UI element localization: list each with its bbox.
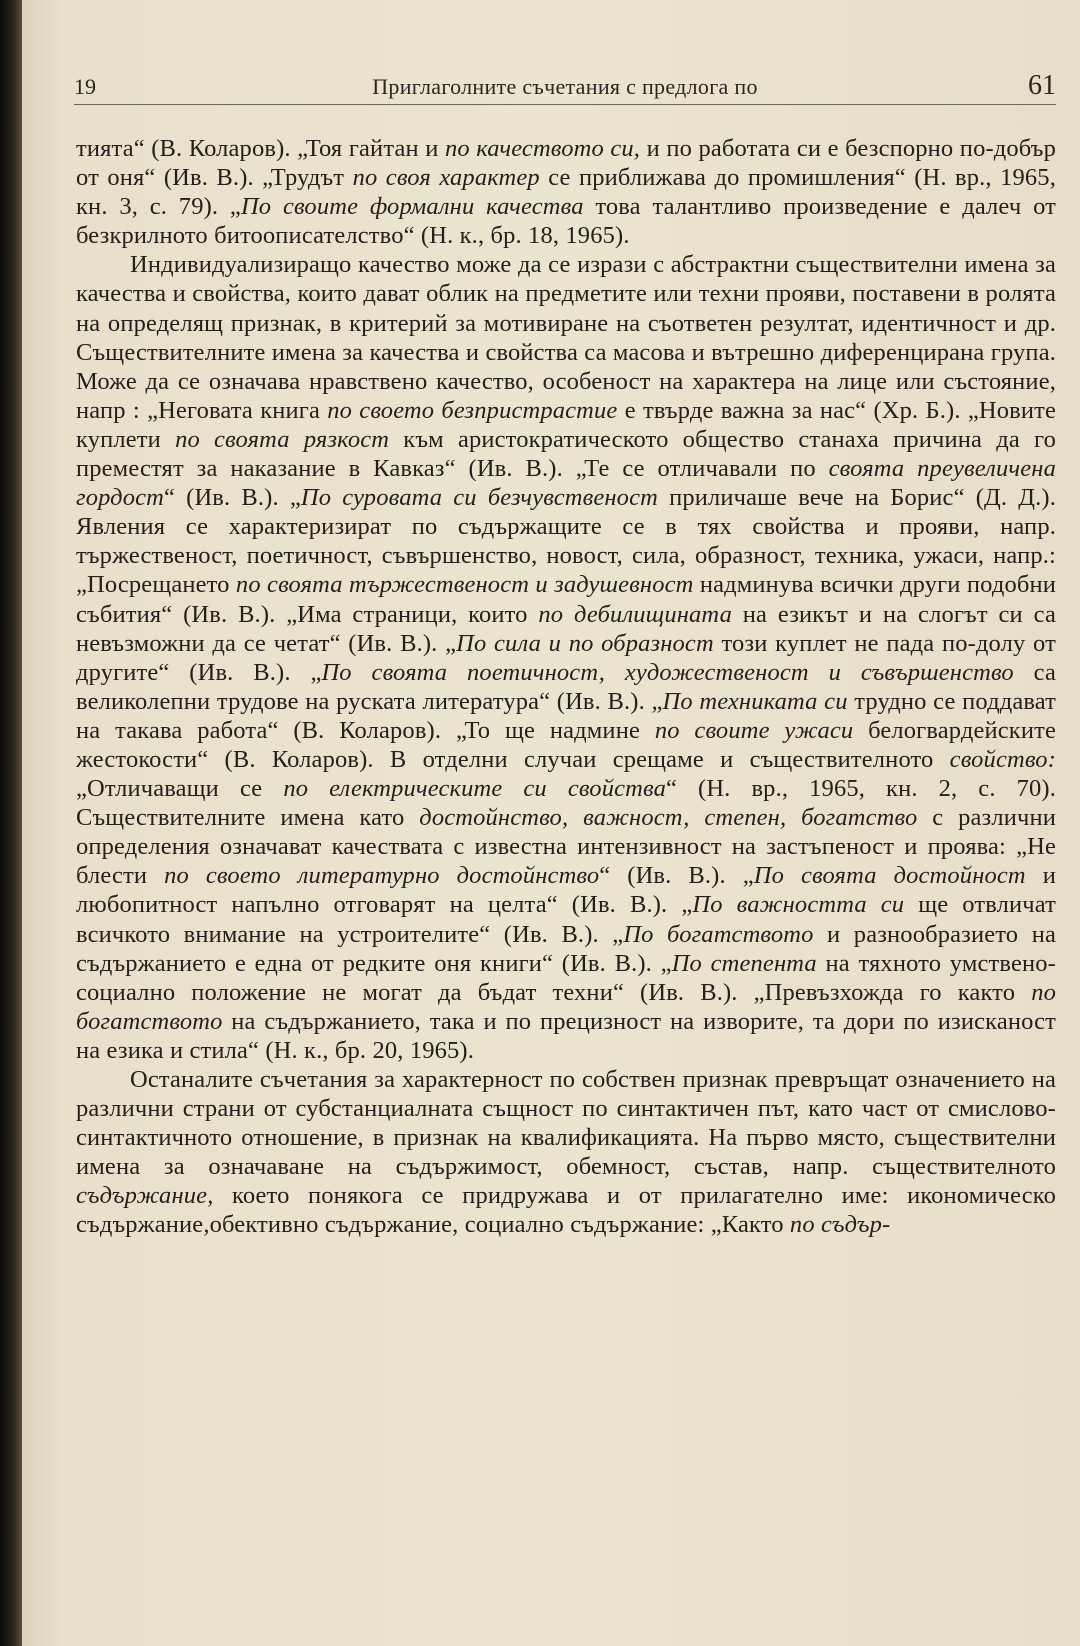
text-run: “ (Ив. В.). „ — [599, 862, 754, 890]
italic-phrase: достойнство, важност, степен, богатство — [419, 804, 918, 832]
italic-phrase: по своята рязкост — [175, 425, 390, 453]
italic-phrase: По своите формални качества — [240, 193, 584, 221]
text-run: “ (Н. вр., 1965, кн. 2, с. 70). Съществителните имена като — [76, 775, 1056, 832]
text-run: белогвардейските жестокости“ (В. Коларов). В отделни случаи срещаме и съществителното — [76, 716, 1056, 773]
page-number: 61 — [1028, 70, 1056, 101]
italic-phrase: По своята достойност — [753, 862, 1026, 890]
running-header — [74, 66, 1056, 106]
text-run: този куплет не пада по-долу от другите“ (Ив. В.). „ — [76, 629, 1056, 686]
text-run: и по работата си е безспорно по-добър от оня“ (Ив. В.). „Трудът — [76, 135, 1057, 192]
text-run: надминува всички други подобни събития“ (Ив. В.). „Има страници, които — [76, 571, 1056, 628]
header-left-number: 19 — [74, 74, 96, 99]
text-run: се приближава до промишления“ (Н. вр., 1965, кн. 3, с. 79). „ — [76, 164, 1056, 221]
italic-phrase: по дебилищината — [538, 600, 732, 628]
text-run: са великолепни трудове на руската литература“ (Ив. В.). „ — [76, 658, 1057, 715]
italic-phrase: По сила и по образност — [456, 629, 714, 657]
italic-phrase: по електрическите си свойства — [283, 775, 666, 803]
text-run: което понякога се придружава и от прилагателно име: икономическо съдържание,обективно съдържание, социално съдържание: „Както — [76, 1182, 1056, 1239]
italic-phrase: По техниката си — [662, 687, 848, 715]
italic-phrase: по своето литературно достойнство — [164, 862, 600, 890]
header-rule — [74, 104, 1056, 105]
text-run: ще отвличат всичкото внимание на устроителите“ (Ив. В.). „ — [76, 891, 1056, 948]
text-run: тията“ (В. Коларов). „Тоя гайтан и — [76, 135, 446, 162]
italic-phrase: По суровата си безчувственост — [300, 484, 658, 512]
text-run: на тяхното умствено-социално положение не могат да бъдат техни“ (Ив. В.). „Превъзхожда го както — [76, 949, 1056, 1006]
italic-phrase: По степента — [671, 949, 817, 977]
text-run: това талантливо произведение е далеч от безкрилното битоописателство“ (Н. к., бр. 18, 1965). — [76, 193, 1056, 250]
header-title: Приглаголните съчетания с предлога по — [372, 74, 758, 99]
text-run: приличаше вече на Борис“ (Д. Д.). Явления се характеризират по съдържащите се в тях свойства и прояви, напр. тържественост, поетичност, съвършенство, новост, сила, образност, техника, ужаси, напр.: „Посрещането — [76, 484, 1056, 599]
paragraph — [76, 1065, 1056, 1240]
text-run: с различни определения означават качествата с известна интензивност на застъпеност и проява: „Не блести — [76, 804, 1056, 890]
text-run: на езикът и на слогът си са невъзможни да се четат“ (Ив. В.). „ — [76, 600, 1056, 657]
italic-phrase: По богатството — [623, 920, 814, 948]
italic-phrase: по своето безпристрастие — [327, 396, 618, 424]
italic-phrase: По важността си — [692, 891, 905, 919]
text-run: и любопитност напълно отговарят на целта“ (Ив. В.). „ — [76, 862, 1056, 919]
paragraph — [76, 250, 1056, 1065]
text-run: Останалите съчетания за характерност по собствен признак превръщат означението на различни страни от субстанциалната същност по синтактичен път, като част от смислово-синтактичното отношение, в признак на квалификацията. На първо място, съществителни имена за означаване на съдържимост, обемност, състав, напр. съществителното — [76, 1066, 1056, 1181]
italic-phrase: съдържание, — [76, 1182, 214, 1210]
text-run: и разнообразието на съдържанието е една от редките оня книги“ (Ив. В.). „ — [76, 920, 1056, 977]
italic-phrase: по своя характер — [352, 164, 540, 192]
body-text — [76, 134, 1056, 1240]
italic-phrase: по съдър- — [789, 1211, 891, 1239]
italic-phrase: по качеството си, — [445, 135, 641, 162]
book-page — [22, 0, 1080, 1646]
text-run: към аристократическото общество станаха причина да го преместят за наказание в Кавказ“ (Ив. В.). „Те се отличавали по — [76, 425, 1056, 483]
italic-phrase: по своята тържественост и задушевност — [235, 571, 694, 599]
text-run: трудно се поддават на такава работа“ (В. Коларов). „То ще надмине — [76, 687, 1056, 744]
text-run: е твърде важна за нас“ (Хр. Б.). „Новите куплети — [76, 396, 1056, 453]
italic-phrase: своята преувеличена гордост — [76, 455, 1056, 512]
text-run: “ (Ив. В.). „ — [164, 484, 301, 512]
text-run: Индивидуализиращо качество може да се изрази с абстрактни съществителни имена за качества и свойства, които дават облик на предметите или техни прояви, поставени в ролята на определящ признак, в критерий за мотивиране на съответен резултат, идентичност и др. Съществителните имена за качества и свойства са масова и вътрешно диференцирана група. Може да се означава нравствено качество, особеност на характера на лице или състояние, напр : „Неговата книга — [76, 251, 1056, 424]
italic-phrase: по богатството — [76, 978, 1056, 1035]
text-run: на съдържанието, така и по прецизност на изворите, та дори по изисканост на езика и стила“ (Н. к., бр. 20, 1965). — [76, 1007, 1056, 1064]
text-run: „Отличаващи се — [76, 775, 284, 803]
italic-phrase: По своята поетичност, художественост и съвършенство — [321, 658, 1014, 686]
italic-phrase: по своите ужаси — [654, 716, 854, 744]
book-binding-edge — [0, 0, 22, 1646]
paragraph — [76, 134, 1056, 250]
italic-phrase: свойство: — [949, 745, 1056, 773]
